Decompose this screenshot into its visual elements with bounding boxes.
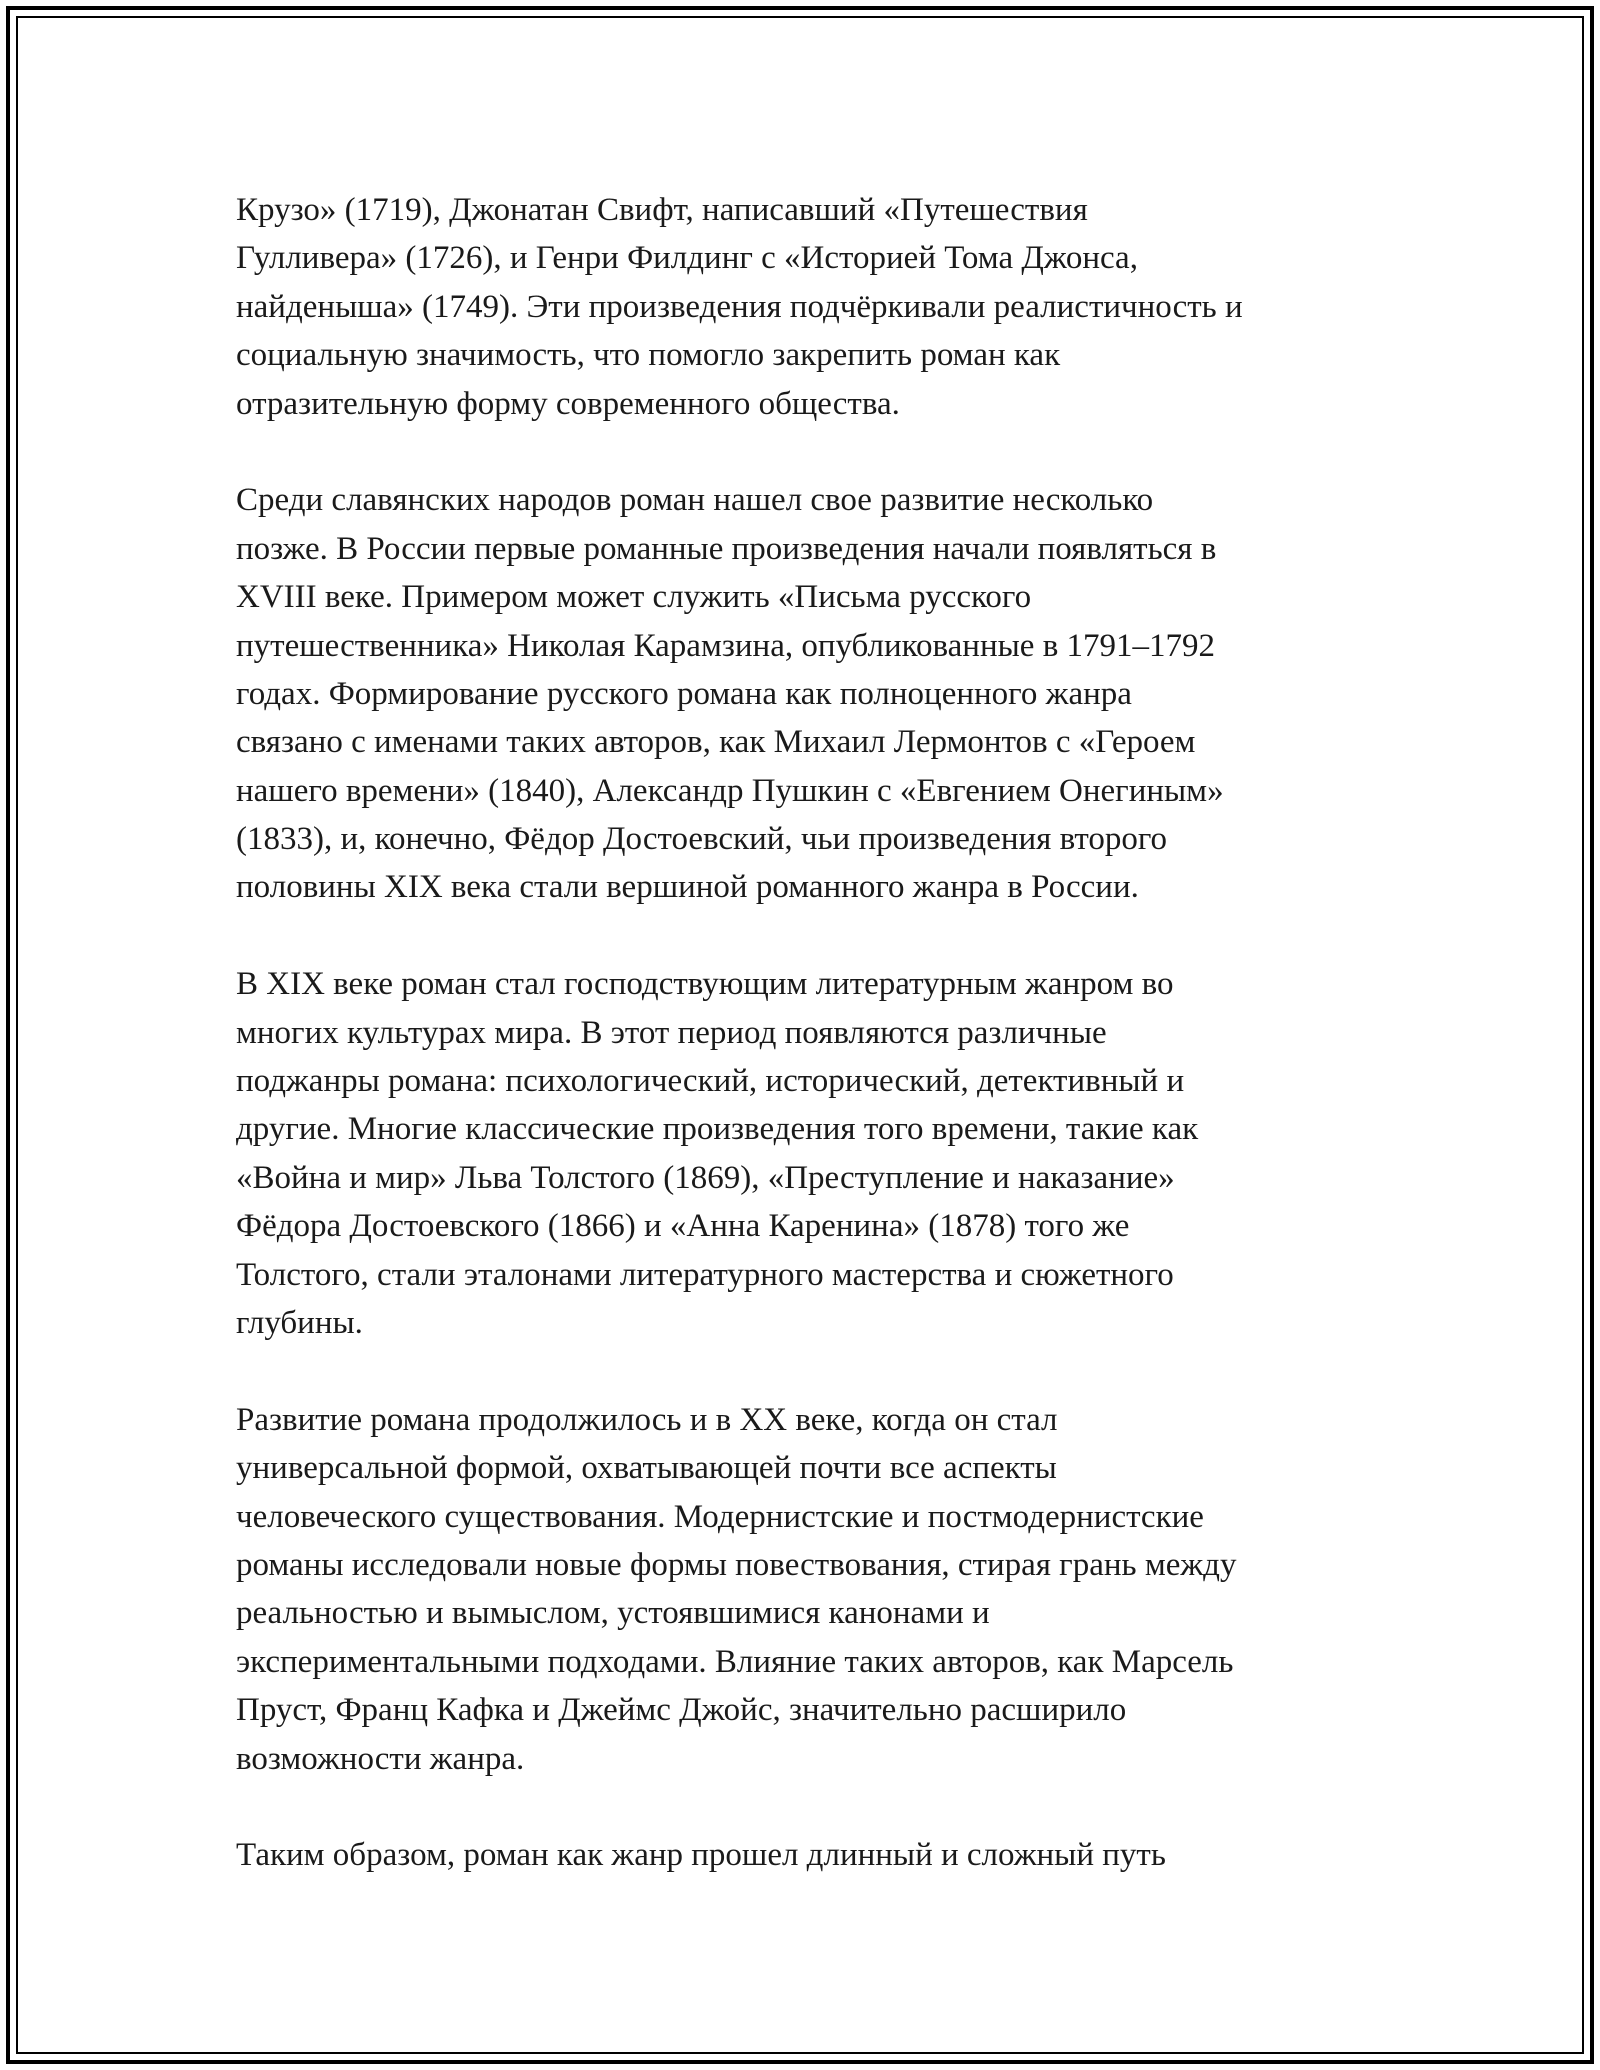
text-line: реальностью и вымыслом, устоявшимися канонами и (236, 1595, 990, 1632)
text-line: человеческого существования. Модернистские и постмодернистские (236, 1498, 1204, 1535)
text-line: годах. Формирование русского романа как полноценного жанра (236, 675, 1132, 712)
text-line: Таким образом, роман как жанр прошел длинный и сложный путь (236, 1837, 1166, 1874)
text-line: XVIII веке. Примером может служить «Письма русского (236, 579, 1032, 616)
text-line: романы исследовали новые формы повествования, стирая грань между (236, 1546, 1237, 1583)
text-line: глубины. (236, 1304, 363, 1341)
paragraph-3 (236, 960, 1386, 1347)
text-line: отразительную форму современного общества. (236, 385, 900, 422)
text-line: Гулливера» (1726), и Генри Филдинг с «Историей Тома Джонса, (236, 240, 1138, 277)
text-line: половины XIX века стали вершиной романного жанра в России. (236, 869, 1139, 906)
text-line: Пруст, Франц Кафка и Джеймс Джойс, значительно расширило (236, 1692, 1127, 1729)
text-line: нашего времени» (1840), Александр Пушкин с «Евгением Онегиным» (236, 772, 1224, 809)
text-line: Толстого, стали эталонами литературного мастерства и сюжетного (236, 1256, 1174, 1293)
text-line: возможности жанра. (236, 1740, 525, 1777)
text-line: универсальной формой, охватывающей почти все аспекты (236, 1450, 1057, 1487)
text-line: Крузо» (1719), Джонатан Свифт, написавший «Путешествия (236, 192, 1088, 228)
text-line: «Война и мир» Льва Толстого (1869), «Преступление и наказание» (236, 1159, 1175, 1196)
text-line: другие. Многие классические произведения того времени, такие как (236, 1111, 1199, 1148)
paragraph-2 (236, 476, 1386, 912)
paragraph-1 (236, 186, 1386, 428)
text-line: поджанры романа: психологический, исторический, детективный и (236, 1063, 1185, 1100)
text-line: (1833), и, конечно, Фёдор Достоевский, чьи произведения второго (236, 821, 1168, 858)
text-line: В XIX веке роман стал господствующим литературным жанром во (236, 966, 1174, 1003)
paragraph-4 (236, 1396, 1386, 1783)
text-line: Развитие романа продолжилось и в XX веке, когда он стал (236, 1401, 1058, 1438)
text-line: путешественника» Николая Карамзина, опубликованные в 1791–1792 (236, 627, 1216, 664)
document-body (236, 186, 1386, 1928)
text-line: Фёдора Достоевского (1866) и «Анна Каренина» (1878) того же (236, 1208, 1130, 1245)
text-line: Среди славянских народов роман нашел свое развитие несколько (236, 482, 1154, 519)
text-line: найденыша» (1749). Эти произведения подчёркивали реалистичность и (236, 288, 1243, 325)
text-line: социальную значимость, что помогло закрепить роман как (236, 337, 1061, 374)
text-line: позже. В России первые романные произведения начали появляться в (236, 530, 1217, 567)
text-line: многих культурах мира. В этот период появляются различные (236, 1014, 1107, 1051)
paragraph-5 (236, 1831, 1386, 1879)
text-line: связано с именами таких авторов, как Михаил Лермонтов с «Героем (236, 724, 1196, 761)
text-line: экспериментальными подходами. Влияние таких авторов, как Марсель (236, 1643, 1234, 1680)
